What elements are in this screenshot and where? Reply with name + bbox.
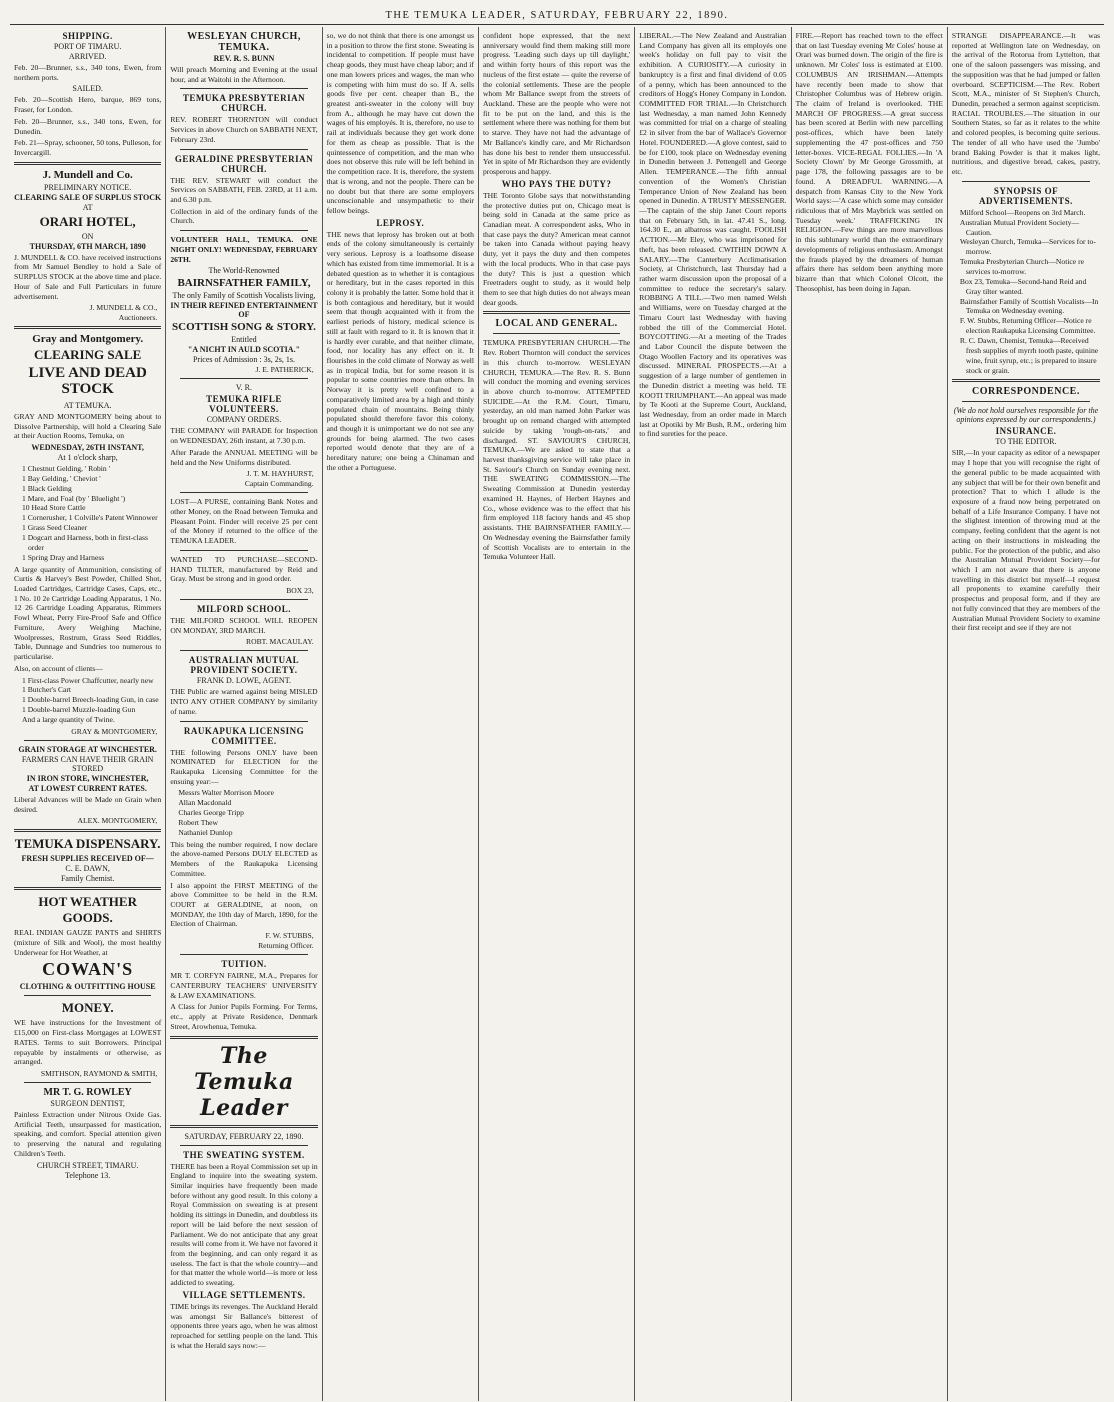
- list-item: Temuka Presbyterian Church—Notice re services to-morrow.: [959, 257, 1084, 276]
- macaulay-signature: ROBT. MACAULAY.: [246, 637, 314, 647]
- list-item: Allan Macdonald: [178, 798, 232, 808]
- list-item: 1 Bay Gelding, ' Cheviot ': [22, 473, 101, 483]
- mundell-body: J. MUNDELL & CO. have received instructions from Mr Samuel Bendley to hold a Sale of SURPLUS STOCK at the above time and place. Hour of Sale and Full Particulars in future advertisement.: [14, 252, 162, 301]
- arrival-entry: Feb. 20—Brunner, s.s., 340 tons, Ewen, from northern ports.: [14, 63, 162, 82]
- smithson-signature: SMITHSON, RAYMOND & SMITH,: [40, 1068, 158, 1078]
- only-family: The only Family of Scottish Vocalists living,: [172, 291, 316, 301]
- iron-store: IN IRON STORE, WINCHESTER,: [26, 773, 149, 783]
- money-body: WE have instructions for the Investment of £15,000 on First-class Mortgages at LOWEST RATES. Terms to suit Borrowers. Principal repayable by instalments or otherwise, as arranged.: [14, 1018, 162, 1067]
- list-item: 1 Black Gelding: [22, 483, 72, 493]
- also-label: Also, on account of clients—: [14, 663, 103, 673]
- amp-heading: AUSTRALIAN MUTUAL PROVIDENT SOCIETY.: [188, 655, 300, 676]
- who-pays-heading: WHO PAYS THE DUTY?: [501, 178, 612, 189]
- article-text: LIBERAL.—The New Zealand and Australian Land Company has given all its employés one week's holiday on full pay to visit the exhibition. A CURIOSITY.—A curiosity in bankruptcy is a first and final dividend of 0.05 of a penny, which has been announced to the creditors of Hogg's Honey Company in London. COMMITTED FOR TRIAL.—In Christchurch last Wednesday, a man named John Kennedy was committed for trial on a charge of stealing £2 in silver from the bar of Wallace's Governor Hotel. FOUNDERED.—A glove contest, said to be for £100, took place on Wednesday evening in Dunedin between J. Pettengell and George Allen. TEMPERANCE.—The fifth annual convention of the Women's Christian Temperance Union of New Zealand has been opened in Dunedin. A TRUSTY MESSENGER.—The captain of the ship Janet Court reports that on February 5th, in lat. 47.41 S., long. 164.30 E., an albatross was caught. FOOLISH ACTION.—Mr Eley, who was imprisoned for theft, has been released. CWITHIN DOWN A SALARY.—The Canterbury Acclimatisation Society, at Christchurch, last Thursday had a rather warm discussion upon the proposal of a committee to reduce the secretary's salary. ROBBING A TILL.—Two men named Welsh and Williams, were on Tuesday charged at the Timaru Court last Wednesday with having robbed the till of the Commercial Hotel. BOYCOTTING.—At a meeting of the Trades and Labor Council the dispute between the Otago Woollen Factory and its operatives was discussed. MINERAL PROSPECTS.—At a suggestion of a large number of gentlemen in the Dunedin district a meeting was held. TE KOOTI TRIUMPHANT.—An appeal was made by Te Kooti at the Supreme Court, Auckland, last Wednesday, from an order made in March last at Opotiki by Mr Bush, R.M., ordering him to find sureties for the peace.: [639, 31, 787, 439]
- synopsis-heading: SYNOPSIS OF ADVERTISEMENTS.: [978, 185, 1073, 206]
- dentist-address: CHURCH STREET, TIMARU.: [36, 1160, 139, 1170]
- sweating-heading: THE SWEATING SYSTEM.: [183, 1149, 305, 1160]
- column-4: [479, 27, 635, 1401]
- clothing-house: CLOTHING & OUTFITTING HOUSE: [19, 982, 156, 992]
- list-item: 1 Double-barrel Breech-loading Gun, in case: [22, 695, 159, 705]
- entitled-label: Entitled: [231, 335, 257, 345]
- captain-label: Captain Commanding.: [244, 479, 314, 489]
- at-temuka: AT TEMUKA.: [63, 400, 112, 410]
- gauze-text: REAL INDIAN GAUZE PANTS and SHIRTS (mixture of Silk and Wool), the most healthy Underwear for Hot Weather, at: [14, 928, 162, 957]
- sailing-entry: Feb. 20—Brunner, s.s., 340 tons, Ewen, for Dunedin.: [14, 116, 162, 136]
- list-item: Messrs Walter Morrison Moore: [178, 788, 274, 798]
- newspaper-nameplate: The Temuka Leader: [194, 1042, 294, 1121]
- list-item: 1 Mare, and Foal (by ' Bluelight '): [22, 493, 126, 503]
- stewart-body: THE REV. STEWART will conduct the Services on SABBATH, FEB. 23RD, at 11 a.m. and 6.30 p.m.: [170, 175, 318, 205]
- volunteer-hall: VOLUNTEER HALL, TEMUKA. ONE NIGHT ONLY! WEDNESDAY, FEBRUARY 26TH.: [170, 235, 318, 264]
- column-5: [635, 27, 791, 1401]
- list-item: 1 Cornerusher, 1 Colville's Patent Winnower: [22, 513, 158, 523]
- money-heading: MONEY.: [61, 1000, 114, 1016]
- returning-officer: Returning Officer.: [258, 941, 314, 951]
- dentist-telephone: Telephone 13.: [65, 1170, 111, 1180]
- bunn-body: Will preach Morning and Evening at the usual hour, and at Waitohi in the Afternoon.: [170, 65, 318, 84]
- cowans-heading: COWAN'S: [42, 959, 134, 980]
- list-item: 1 Dogcart and Harness, both in first-class order: [22, 533, 148, 552]
- box-label: BOX 23,: [286, 585, 314, 595]
- geraldine-heading: GERALDINE PRESBYTERIAN CHURCH.: [174, 153, 314, 174]
- column-3: [323, 27, 479, 1401]
- list-item: 1 First-class Power Chaffcutter, nearly new: [22, 675, 154, 685]
- village-body: TIME brings its revenges. The Auckland Herald was amongst Sir Ballance's bitterest of opponents three years ago, when he was almost reproached for settling people on the land. This is what the Herald says now:—: [170, 1301, 318, 1350]
- sale-date: THURSDAY, 6TH MARCH, 1890: [29, 241, 146, 251]
- sailing-entry: Feb. 21—Spray, schooner, 50 tons, Pulleson, for Invercargill.: [14, 138, 162, 158]
- raukapuka-body: THE following Persons ONLY have been NOMINATED for ELECTION for the Raukapuka Licensing Committee for the ensuing year:—: [170, 747, 318, 786]
- nominee-list: [178, 788, 317, 837]
- gm-signature: GRAY & MONTGOMERY,: [71, 726, 158, 736]
- village-heading: VILLAGE SETTLEMENTS.: [182, 1289, 306, 1300]
- chemist-label: Family Chemist.: [60, 874, 115, 884]
- bairnsfather-heading: BAIRNSFATHER FAMILY,: [177, 277, 311, 290]
- arrived-label: ARRIVED.: [68, 52, 107, 61]
- list-item: 10 Head Store Cattle: [22, 503, 86, 513]
- shipping-heading: SHIPPING.: [62, 31, 113, 41]
- farmers-text: FARMERS CAN HAVE THEIR GRAIN STORED: [21, 754, 154, 773]
- list-item: F. W. Stubbs, Returning Officer—Notice re election Raukapuka Licensing Committee.: [959, 316, 1096, 336]
- to-editor: TO THE EDITOR.: [995, 437, 1057, 447]
- clients-list: [22, 676, 161, 725]
- article-text: confident hope expressed, that the next anniversary would find them making still more progress. 'Leading such days up till daylight,' and within forty hours of this report was the nucleus of the first estate — quite the reverse of the colonial settlements. These are the people whom Mr Ballance swept from the streets of Auckland. These are the people who were not fit to be put on the land, and this is the settlement where there was nothing for them but to starve. They have not had the advantage of Mr Ballance's kindly care, and Mr Richardson has done his best to render them unsuccessful. Yet in spite of Mr Richardson they are evidently prosperous and happy.: [482, 31, 631, 177]
- preliminary-notice: PRELIMINARY NOTICE.: [44, 182, 132, 192]
- port-heading: PORT OF TIMARU.: [53, 42, 122, 51]
- list-item: Charles George Tripp: [178, 808, 244, 818]
- correspondence-heading: CORRESPONDENCE.: [972, 386, 1080, 398]
- refined-entertainment: IN THEIR REFINED ENTERTAINMENT OF: [170, 301, 318, 320]
- local-general-body: TEMUKA PRESBYTERIAN CHURCH.—The Rev. Robert Thornton will conduct the services in this church to-morrow. WESLEYAN CHURCH, TEMUKA.—The Rev. R. S. Bunn will conduct the morning and evening services in above church to-morrow. ATTEMPTED SUICIDE.—At the R.M. Court, Timaru, yesterday, an old man named John Parker was brought up on remand charged with attempted suicide by taking 'rough-on-rats,' and discharged. ST. SAVIOUR'S CHURCH, TEMUKA.—We are asked to state that a harvest thanksgiving service will take place in St. Saviour's Church on Sunday evening next. THE SWEATING COMMISSION.—The Sweating Commission at Dunedin yesterday examined H. Haynes, of Herbert Haynes and Co., whose evidence was to the effect that his firm employed 118 factory hands and 45 shop assistants. THE BAIRNSFATHER FAMILY.—On Wednesday evening the Bairnsfather family of Scottish Vocalists are to entertain in the Temuka Volunteer Hall.: [482, 338, 631, 562]
- list-item: 1 Chestnut Gelding, ' Robin ': [22, 464, 110, 473]
- sweating-body: THERE has been a Royal Commission set up in England to inquire into the sweating system. Similar inquiries have frequently been made before without any good result. In this colony a Royal Commission on sweating is at present holding its sittings in Dunedin, and doubtless its report will be laid before the next session of Parliament. We do not anticipate that any great results will come from it. We have not favored it from the beginning, and can only regard it as useless. The fact is that the whole country—and for that matter the whole world—is more or less addicted to sweating.: [170, 1161, 318, 1288]
- tuition-heading: TUITION.: [221, 959, 267, 970]
- class-text: A Class for Junior Pupils Forming. For Terms, etc., apply at Private Residence, Denmark Street, Arowhenua, Temuka.: [170, 1002, 318, 1031]
- list-item: 1 Spring Dray and Harness: [22, 552, 105, 562]
- list-item: Bairnsfather Family of Scottish Vocalists—In Temuka on Wednesday evening.: [959, 296, 1099, 316]
- raukapuka-heading: RAUKAPUKA LICENSING COMMITTEE.: [183, 725, 305, 746]
- article-text: so, we do not think that there is one amongst us in a position to throw the first stone. Sweating is incidental to competition. If people must have cheap goods, they must have cheap labor; and if one man lowers prices and wages, the man who is competing with him must do so. If A. sells goods five per cent. cheaper than B., the greatest anti-sweater in the colony will buy from A., although he may have cut down the wages of his employés. It is, therefore, no use to rail at individuals because they get work done for them as cheap as possible. That is the quintessence of competition, and the man who does not observe this rule will be left behind in the competition race. It is, therefore, the system that is wrong, and not the people. There can be no doubt but that there are some employers unconscionable and unsympathetic to their fellow beings.: [326, 31, 474, 215]
- live-dead-heading: LIVE AND DEAD STOCK: [28, 365, 147, 398]
- column-7: [948, 27, 1104, 1401]
- sailing-entry: Feb. 20—Scottish Hero, barque, 869 tons, Fraser, for London.: [14, 95, 162, 115]
- grain-heading: GRAIN STORAGE AT WINCHESTER.: [18, 744, 157, 754]
- issue-date: SATURDAY, FEBRUARY 22, 1890.: [184, 1131, 304, 1141]
- sale-day: WEDNESDAY, 26TH INSTANT,: [31, 443, 144, 452]
- list-item: 1 Butcher's Cart: [22, 685, 72, 695]
- presbyterian-heading: TEMUKA PRESBYTERIAN CHURCH.: [182, 93, 306, 114]
- article-text: FIRE.—Report has reached town to the effect that on last Tuesday evening Mr Coles' house at Orari was burned down. The origin of the fire is unknown. Mr Coles' loss is estimated at £100. COLUMBUS AN IRISHMAN.—Attempts have recently been made to show that Christopher Columbus was of Hebrew origin. The claim of Ireland is overlooked. THE MARCH OF PROGRESS.—A great success has been scored at Berlin with new parcelling post-offices, which have been lately supplementing the 47 post-offices and 750 letter-boxes. VICE-REGAL FOLLIES.—In 'A Society Clown' by Mr George Grossmith, at page 178, the following passages are to be found. A DREADFUL WARNING.—A despatch from Kansas City to the New York World says:—'A case which some may consider ridiculous that of Mrs Maybrick was settled on Tuesday week.' TRAFFICKING IN RELIGION.—Few things are more marvellous in this sublunary world than the extraordinary developments of religious enthusiasm. Amongst the frauds played by the dreamers of human affairs there has seldom been anything more bizarre than that which Colonel Olcott, the Theosophist, has been doing in Japan.: [795, 31, 943, 293]
- column-1: [10, 27, 166, 1401]
- local-general-heading: LOCAL AND GENERAL.: [495, 318, 618, 330]
- appoint-text: I also appoint the FIRST MEETING of the above Committee to be held in the R.M. COURT at GERALDINE, at noon, on MONDAY, the 10th day of March, 1890, for the Election of Chairman.: [170, 880, 318, 929]
- milford-body: THE MILFORD SCHOOL WILL REOPEN ON MONDAY, 3RD MARCH.: [170, 615, 318, 635]
- masthead: THE TEMUKA LEADER, SATURDAY, FEBRUARY 22, 1890.: [10, 8, 1104, 25]
- on-label: ON: [81, 231, 94, 241]
- prices: Prices of Admission : 3s, 2s, 1s.: [192, 355, 295, 365]
- liberal-advances: Liberal Advances will be Made on Grain when desired.: [14, 794, 162, 814]
- rifle-heading: TEMUKA RIFLE VOLUNTEERS.: [206, 394, 282, 415]
- list-item: 1 Grass Seed Cleaner: [22, 523, 88, 533]
- dispensary-heading: TEMUKA DISPENSARY.: [14, 836, 161, 852]
- ammunition-text: A large quantity of Ammunition, consisting of Curtis & Harvey's Best Powder, Chilled Shot, Loaded Cartridges, Cartridge Cases, Caps, etc., 1 No. 10 2e Cartridge Loading Apparatus, 1 No. 12 26 Cartridge Loading Apparatus, Rimmers Fowl Wheat, Perry Fire-Proof Safe and Office Furniture, Avery Weighing Machine, Woolpresses, Rostrum, Grass Seed Riddles, Table, Dunnage and Sundries too numerous to particularise.: [14, 564, 162, 662]
- parade-text: THE COMPANY will PARADE for Inspection on WEDNESDAY, 26th instant, at 7.30 p.m.: [170, 426, 318, 446]
- at-label: AT: [82, 202, 93, 212]
- hot-weather-heading: HOT WEATHER GOODS.: [38, 894, 137, 926]
- lowe-agent: FRANK D. LOWE, AGENT.: [196, 676, 291, 686]
- orari-hotel: ORARI HOTEL,: [39, 213, 136, 229]
- synopsis-list: [960, 208, 1100, 376]
- sailed-label: SAILED.: [72, 84, 103, 94]
- list-item: Wesleyan Church, Temuka—Services for to-morrow.: [959, 237, 1096, 257]
- wanted-text: WANTED TO PURCHASE—SECOND-HAND TILTER, manufactured by Reid and Gray. Must be strong and in good order.: [170, 554, 318, 584]
- vr-label: V. R.: [235, 383, 253, 393]
- world-renowned: The World-Renowned: [208, 266, 280, 276]
- bunn-name: REV. R. S. BUNN: [213, 54, 275, 63]
- agent-signature: J. E. PATHERICK,: [255, 365, 314, 375]
- column-2: [166, 27, 322, 1401]
- scottish-song: SCOTTISH SONG & STORY.: [172, 321, 316, 334]
- correspondence-note: (We do not hold ourselves responsible for the opinions expressed by our correspondents.): [953, 406, 1099, 425]
- wesleyan-heading: WESLEYAN CHURCH, TEMUKA.: [187, 31, 301, 53]
- list-item: Australian Mutual Provident Society—Caution.: [959, 217, 1080, 237]
- amp-body: THE Public are warned against being MISLED INTO ANY OTHER COMPANY by similarity of name.: [170, 687, 318, 716]
- mundell-signature: J. MUNDELL & CO.,: [89, 303, 158, 313]
- list-item: Robert Thew: [178, 818, 219, 828]
- sale-time: At 1 o'clock sharp,: [57, 453, 118, 462]
- leprosy-body: THE news that leprosy has broken out at both ends of the colony simultaneously is certainly very serious. Leprosy is a loathsome disease which has existed from time immemorial. It is a debated question as to whether it is contagious or hereditary, but in the cases reported in this colony it is probably the latter. Some hold that it is both contagious and hereditary, but it would seem that though acquainted with it from the earliest periods of history, medical science is still at fault with regard to it. It is known that it is hardly ever curable, and that neither climate, food, nor locality has any effect on it. It flourishes in the cold climate of Norway as well as in tropical India, but for some reason it is popular to some countries more than others. In Norway it is pretty well confined to a comparatively limited area by a high and thinly populated chain of mountains. Being thinly populated should therefore favor this colony, and though it is unimportant we do not see any grounds for being alarmed. The two cases reported would denote that they are of a hereditary nature; one being a Chinaman and the other a Portuguese.: [326, 229, 474, 472]
- milford-heading: MILFORD SCHOOL.: [196, 603, 291, 614]
- list-item: Box 23, Temuka—Second-hand Reid and Gray tilter wanted.: [959, 276, 1087, 296]
- list-item: 1 Double-barrel Muzzle-loading Gun: [22, 705, 136, 715]
- auctioneers-label: Auctioneers.: [118, 313, 158, 323]
- stock-list: [22, 464, 161, 563]
- list-item: Nathaniel Dunlop: [178, 827, 233, 837]
- raukapuka-more: This being the number required, I now declare the above-named Persons DULY ELECTED as Members of the Raukapuka Licensing Committee.: [170, 839, 318, 878]
- list-item: And a large quantity of Twine.: [22, 714, 115, 724]
- list-item: R. C. Dawn, Chemist, Temuka—Received fresh supplies of myrrh tooth paste, quinine wine, fruit syrup, etc.; is prepared to insure stock or grain.: [959, 335, 1099, 375]
- hayhurst-signature: J. T. M. HAYHURST,: [246, 469, 314, 479]
- column-6: [792, 27, 948, 1401]
- insurance-heading: INSURANCE.: [995, 426, 1057, 437]
- dentist-label: SURGEON DENTIST,: [50, 1098, 125, 1108]
- letter-body: SIR,—In your capacity as editor of a newspaper may I hope that you will recognise the right of the general public to be made acquainted with any subject that will be for their own benefit and protection? That to which I allude is the exposure of a fraud now being perpetrated on behalf of a Life Insurance Company. I have not the slightest intention of throwing mud at the company, feeling confident that the agent is not acting on their instructions in misleading the public. For the protection of the public, and also the Australian Mutual Provident Society—for which I am not aware that there is anyone travelling in this district but myself—I request all proponents to examine carefully their prospectus and proposal form, and if they are not fully convinced that they are members of the Australian Mutual Provident Society to examine their first receipt and see if they are not: [951, 448, 1101, 633]
- company-orders: COMPANY ORDERS.: [206, 415, 282, 425]
- gm-heading: Gray and Montgomery.: [32, 333, 144, 346]
- fresh-supplies: FRESH SUPPLIES RECEIVED OF—: [21, 854, 154, 864]
- clearing-sale-heading: CLEARING SALE: [34, 347, 142, 363]
- show-title: "A NICHT IN AULD SCOTIA.": [187, 345, 301, 355]
- lost-purse: LOST—A PURSE, containing Bank Notes and other Money, on the Road between Temuka and Pleasant Point. Finder will receive 25 per cent of the Money if returned to the office of the TEMUKA LEADER.: [170, 497, 318, 546]
- fairne-text: MR T. CORFYN FAIRNE, M.A., Prepares for CANTERBURY TEACHERS' UNIVERSITY & LAW EXAMINATIONS.: [170, 971, 318, 1000]
- collection-note: Collection in aid of the ordinary funds of the Church.: [170, 206, 318, 226]
- clearing-sale-title: CLEARING SALE OF SURPLUS STOCK: [14, 192, 162, 202]
- dawn-name: C. E. DAWN,: [65, 864, 110, 874]
- thornton-body: REV. ROBERT THORNTON will conduct Services in above Church on SABBATH NEXT, February 23rd.: [170, 115, 318, 144]
- leprosy-heading: LEPROSY.: [376, 217, 425, 228]
- annual-text: After Parade the ANNUAL MEETING will be held and the New Uniforms distributed.: [170, 447, 318, 467]
- list-item: Milford School—Reopens on 3rd March.: [959, 207, 1086, 217]
- article-text: STRANGE DISAPPEARANCE.—It was reported at Wellington late on Wednesday, on the arrival of the Rotorua from Lyttelton, that one of the saloon passengers was missing, and the supposition was that he had jumped or fallen overboard. SCEPTICISM.—The Rev. Robert Scott, M.A., minister of St Stephen's Church, Dunedin, preached a sermon against scepticism. RACIAL TROUBLES.—The situation in our Southern States, so far as it relates to the white and colored peoples, is becoming quite serious. The tender of all who have used the 'Jumbo' brand Baking Powder is that it makes light, nutritious, and digestive bread, cakes, pastry, etc.: [951, 31, 1101, 177]
- rowley-heading: MR T. G. ROWLEY: [43, 1086, 132, 1098]
- stubbs-signature: F. W. STUBBS,: [265, 931, 314, 941]
- alex-signature: ALEX. MONTGOMERY,: [77, 816, 158, 826]
- dentist-body: Painless Extraction under Nitrous Oxide Gas. Artificial Teeth, unsurpassed for mastication, speaking, and comfort. Special attention given to preserving the natural and regulating Children's Teeth.: [14, 1109, 162, 1158]
- lowest-rates: AT LOWEST CURRENT RATES.: [28, 783, 147, 793]
- gm-body: GRAY AND MONTGOMERY being about to Dissolve Partnership, will hold a Clearing Sale at their Auction Rooms, Temuka, on: [14, 411, 162, 441]
- mundell-heading: J. Mundell and Co.: [42, 168, 133, 181]
- duty-body: THE Toronto Globe says that notwithstanding the protective duties put on, Chicago meat is being sold in Canada at the same price as Canadian meat. A correspondent asks, Who in that case pays the duty? American meat cannot be taken into Canada without paying heavy duty, yet it pays the duty and then competes with the local products. Who in that case pays the duty? This is just a question which Freetraders ought to study, as it would help them to see that high duties do not always mean dear goods.: [482, 190, 631, 307]
